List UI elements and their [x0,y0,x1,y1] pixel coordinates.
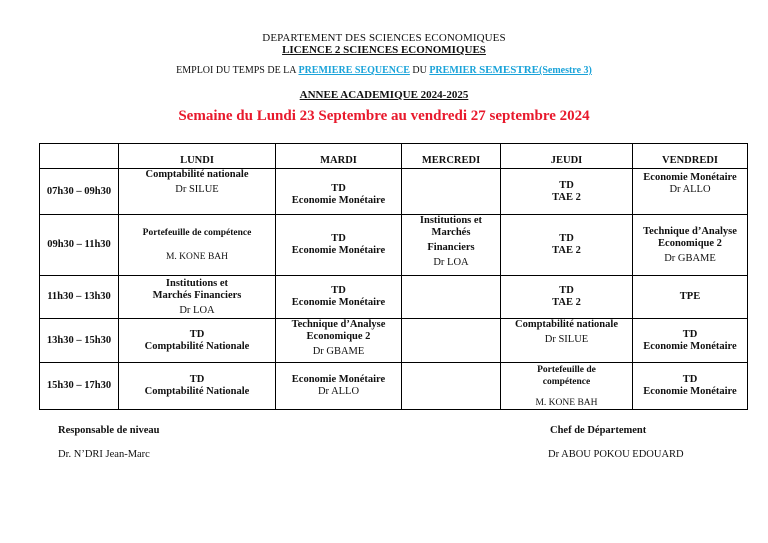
chef-name: Dr ABOU POKOU EDOUARD [548,449,684,460]
table-row [40,215,748,276]
schedule-cell-empty [402,169,501,215]
schedule-cell: Technique d’Analyse Economique 2 Dr GBAME [276,319,402,363]
schedule-cell: TD TAE 2 [501,169,633,215]
week-title: Semaine du Lundi 23 Septembre au vendredi 27 septembre 2024 [178,108,590,124]
premier-semestre-link: PREMIER SEMESTRE(Semestre 3) [429,64,592,76]
table-row [40,319,748,363]
table-row [40,363,748,410]
time-slot: 13h30 – 15h30 [40,319,119,363]
premiere-sequence-link: PREMIERE SEQUENCE [298,65,410,76]
schedule-cell: TD Comptabilité Nationale [119,363,276,410]
time-slot: 15h30 – 17h30 [40,363,119,410]
schedule-cell: TD Economie Monétaire [276,215,402,276]
timetable [39,143,748,410]
day-header: LUNDI [119,144,276,169]
schedule-cell-empty [402,319,501,363]
time-slot: 07h30 – 09h30 [40,169,119,215]
emploi-du-temps-line [0,64,768,76]
schedule-cell: Portefeuille de compétence M. KONE BAH [119,215,276,276]
chef-title: Chef de Département [550,425,647,436]
day-header: JEUDI [501,144,633,169]
responsable-title: Responsable de niveau [58,425,160,436]
schedule-cell: Comptabilité nationale Dr SILUE [501,319,633,363]
table-row [40,169,748,215]
department-title: DEPARTEMENT DES SCIENCES ECONOMIQUES [262,32,506,44]
schedule-cell: Institutions et Marchés Financiers Dr LOA [119,276,276,319]
academic-year: ANNEE ACADEMIQUE 2024-2025 [299,89,469,101]
schedule-cell: TD Economie Monétaire [276,276,402,319]
corner-cell [40,144,119,169]
schedule-cell: Comptabilité nationale Dr SILUE [119,169,276,215]
responsable-name: Dr. N’DRI Jean-Marc [58,449,150,460]
table-row [40,276,748,319]
schedule-cell-empty [402,276,501,319]
schedule-cell: TD Economie Monétaire [633,363,748,410]
day-header: MERCREDI [402,144,501,169]
licence-title: LICENCE 2 SCIENCES ECONOMIQUES [282,44,486,56]
du-text: DU [412,65,427,76]
schedule-cell: Economie Monétaire Dr ALLO [276,363,402,410]
schedule-cell-empty [402,363,501,410]
schedule-cell: Economie Monétaire Dr ALLO [633,169,748,215]
schedule-cell: TD Economie Monétaire [633,319,748,363]
schedule-cell: TD Economie Monétaire [276,169,402,215]
time-slot: 11h30 – 13h30 [40,276,119,319]
schedule-cell: TD TAE 2 [501,276,633,319]
table-header-row [40,144,748,169]
schedule-cell: TD Comptabilité Nationale [119,319,276,363]
schedule-cell: TD TAE 2 [501,215,633,276]
schedule-cell: TPE [633,276,748,319]
schedule-cell: Technique d’Analyse Economique 2 Dr GBAME [633,215,748,276]
emploi-prefix: EMPLOI DU TEMPS DE LA [176,65,296,76]
time-slot: 09h30 – 11h30 [40,215,119,276]
day-header: VENDREDI [633,144,748,169]
schedule-cell: Portefeuille de compétence M. KONE BAH [501,363,633,410]
schedule-cell: Institutions et Marchés Financiers Dr LOA [402,215,501,276]
day-header: MARDI [276,144,402,169]
